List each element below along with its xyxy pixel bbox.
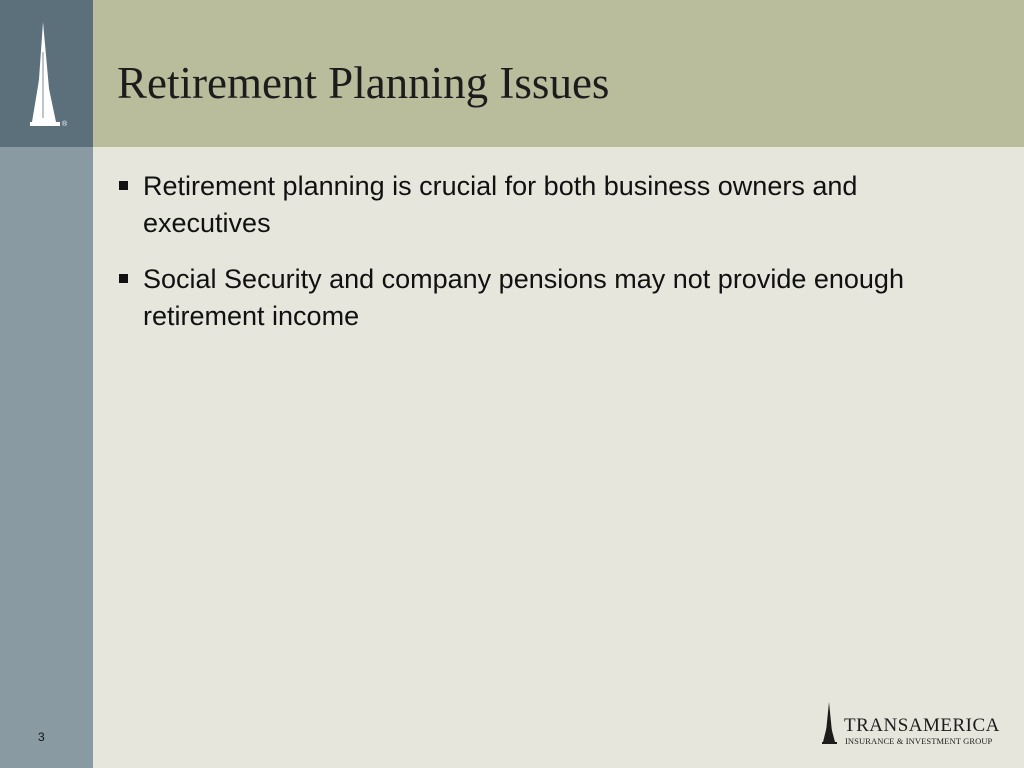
bullet-text: Social Security and company pensions may not provide enough retirement income xyxy=(143,264,904,331)
slide-title: Retirement Planning Issues xyxy=(117,58,610,108)
page-number: 3 xyxy=(38,730,45,744)
company-name: TRANSAMERICA xyxy=(844,715,1000,736)
square-bullet-icon xyxy=(119,274,128,283)
registered-mark: ® xyxy=(62,121,68,128)
company-tagline: INSURANCE & INVESTMENT GROUP xyxy=(845,736,993,746)
pyramid-tower-icon xyxy=(26,22,74,132)
square-bullet-icon xyxy=(119,181,128,190)
bullet-text: Retirement planning is crucial for both business owners and executives xyxy=(143,171,858,238)
logo-panel xyxy=(0,0,93,147)
pyramid-tower-icon xyxy=(822,702,840,746)
company-logo xyxy=(822,702,1002,750)
bullet-item xyxy=(117,261,937,335)
bullet-item xyxy=(117,168,937,242)
bullet-list xyxy=(117,168,937,354)
